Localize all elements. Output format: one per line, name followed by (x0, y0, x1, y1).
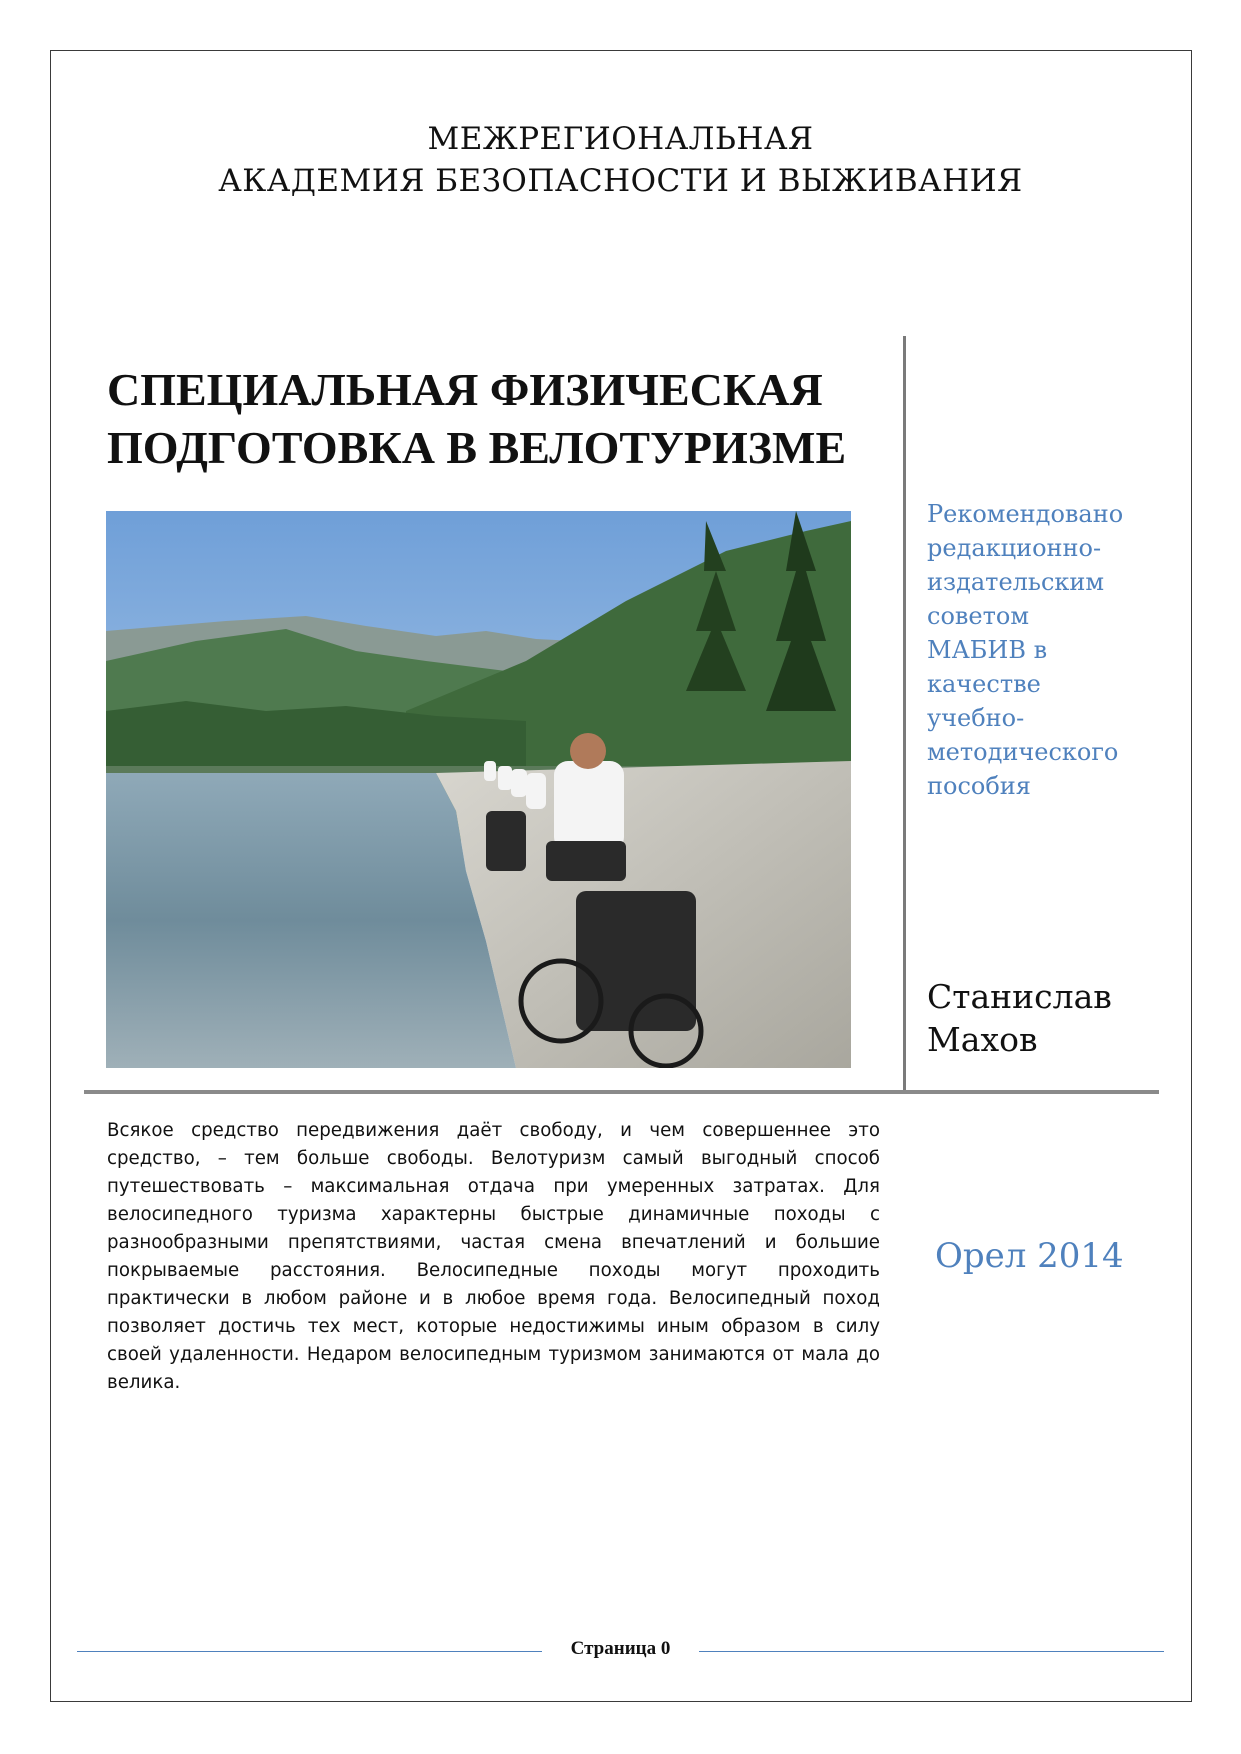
recommendation-line: методического (927, 738, 1119, 766)
title-line2: ПОДГОТОВКА В ВЕЛОТУРИЗМЕ (107, 422, 847, 473)
org-name-line1: МЕЖРЕГИОНАЛЬНАЯ (427, 121, 814, 157)
organization-header (0, 0, 1241, 220)
page-footer (77, 1636, 1164, 1666)
document-title (107, 361, 846, 477)
recommendation-line: пособия (927, 772, 1031, 800)
footer-rule-right (699, 1651, 1164, 1652)
cyclists-by-lake-image (106, 511, 851, 1068)
description-paragraph: Всякое средство передвижения даёт свободу, и чем совершеннее это средство, – тем больше свободы. Велотуризм самый выгодный способ путешествовать – максимальная отдача при умеренных затратах. Для велосипедного туризма характерны быстрые динамичные походы с разнообразными препятствиями, частая смена впечатлений и большие покрываемые расстояния. Велосипедные походы могут проходить практически в любом районе и в любое время года. Велосипедный поход позволяет достичь тех мест, которые недостижимы иным образом в силу своей удаленности. Недаром велосипедным туризмом занимаются от мала до велика. (107, 1120, 880, 1393)
horizontal-divider (84, 1090, 1159, 1094)
org-name-line2: АКАДЕМИЯ БЕЗОПАСНОСТИ И ВЫЖИВАНИЯ (218, 163, 1023, 199)
recommendation-line: советом (927, 602, 1029, 630)
recommendation-line: учебно- (927, 704, 1025, 732)
recommendation-note (927, 497, 1123, 803)
place-and-year: Орел 2014 (935, 1236, 1124, 1276)
cover-photo (106, 511, 851, 1068)
author-last-name: Махов (927, 1020, 1038, 1059)
recommendation-line: качестве (927, 670, 1041, 698)
page-number: Страница 0 (570, 1638, 671, 1659)
author-name (927, 975, 1112, 1061)
vertical-divider (903, 336, 906, 1090)
author-first-name: Станислав (927, 977, 1112, 1016)
recommendation-line: редакционно- (927, 534, 1102, 562)
recommendation-line: МАБИВ в (927, 636, 1048, 664)
recommendation-line: Рекомендовано (927, 500, 1124, 528)
title-line1: СПЕЦИАЛЬНАЯ ФИЗИЧЕСКАЯ (107, 364, 823, 415)
recommendation-line: издательским (927, 568, 1105, 596)
